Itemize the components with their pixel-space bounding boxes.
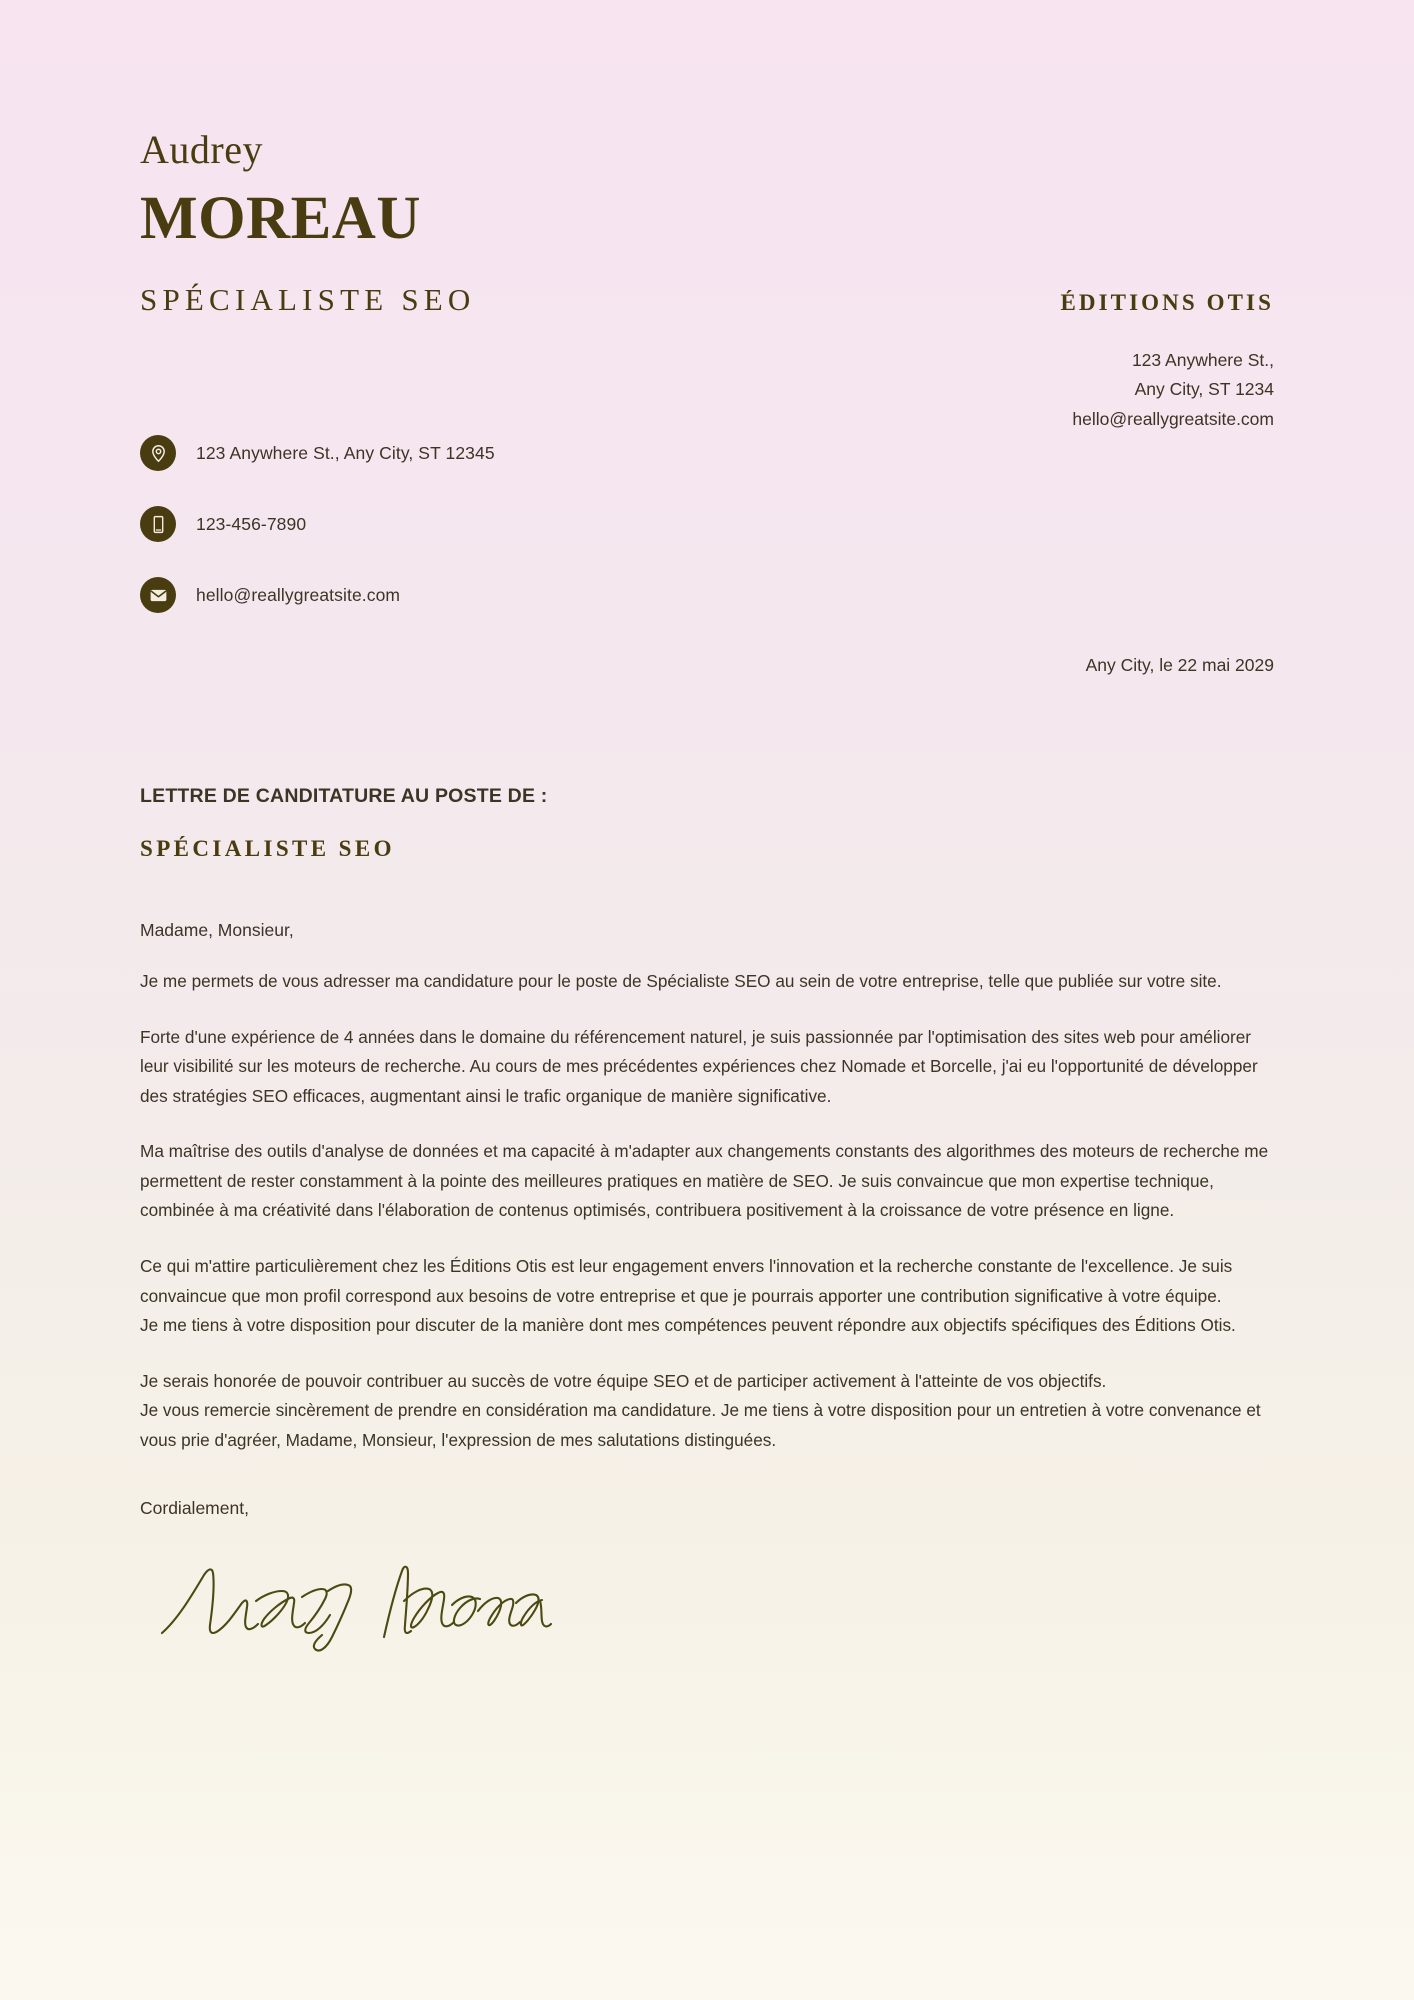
recipient-address-line-1: 123 Anywhere St., [1131, 350, 1274, 370]
recipient-address-line-2: Any City, ST 1234 [1134, 379, 1274, 400]
mobile-phone-icon [140, 506, 176, 542]
contact-row-email [140, 572, 495, 618]
letter-paragraph: Ce qui m'attire particulièrement chez les Éditions Otis est leur engagement envers l'innovation et la recherche constante de l'excellence. Je suis convaincue que mon profil correspond aux besoins de votre entreprise et que je pourrais apporter une contribution significative à votre équipe. [140, 1256, 1233, 1306]
letter-closing: Cordialement, [140, 1497, 249, 1518]
letter-date: Any City, le 22 mai 2029 [1085, 655, 1274, 675]
letter-header [0, 0, 1414, 675]
letter-paragraph: Je vous remercie sincèrement de prendre en considération ma candidature. Je me tiens à votre disposition pour un entretien à votre convenance et vous prie d'agréer, Madame, Monsieur, l'expression de mes salutations distinguées. [140, 1400, 1261, 1450]
recipient-email: hello@reallygreatsite.com [1072, 408, 1274, 429]
sender-contact-list [140, 430, 495, 643]
sender-last-name: MOREAU [140, 185, 421, 252]
letter-paragraph: Je serais honorée de pouvoir contribuer au succès de votre équipe SEO et de participer activement à l'atteinte de vos objectifs. [140, 1370, 1107, 1391]
contact-phone-label: 123-456-7890 [196, 513, 307, 534]
letter-paragraph: Je me tiens à votre disposition pour discuter de la manière dont mes compétences peuvent répondre aux objectifs spécifiques des Éditions Otis. [140, 1315, 1236, 1336]
recipient-company: ÉDITIONS OTIS [1060, 290, 1274, 315]
contact-row-phone [140, 501, 495, 547]
letter-body [140, 785, 1275, 1655]
location-pin-icon [140, 435, 176, 471]
letter-salutation: Madame, Monsieur, [140, 920, 294, 940]
signature-image [152, 1545, 1275, 1655]
letter-subject-role: SPÉCIALISTE SEO [140, 836, 395, 861]
sender-role-title: SPÉCIALISTE SEO [140, 282, 476, 318]
letter-subject-label: LETTRE DE CANDITATURE AU POSTE DE : [140, 785, 548, 807]
letter-paragraph: Forte d'une expérience de 4 années dans le domaine du référencement naturel, je suis passionnée par l'optimisation des sites web pour améliorer leur visibilité sur les moteurs de recherche. Au cours de mes précédentes expériences chez Nomade et Borcelle, j'ai eu l'opportunité de développer des stratégies SEO efficaces, augmentant ainsi le trafic organique de manière significative. [140, 1026, 1258, 1106]
envelope-icon [140, 577, 176, 613]
contact-address-label: 123 Anywhere St., Any City, ST 12345 [196, 442, 495, 463]
letter-paragraph: Ma maîtrise des outils d'analyse de données et ma capacité à m'adapter aux changements constants des algorithmes des moteurs de recherche me permettent de rester constamment à la pointe des meilleures pratiques en matière de SEO. Je suis convaincue que mon expertise technique, combinée à ma créativité dans l'élaboration de contenus optimisés, contribuera positivement à la croissance de votre présence en ligne. [140, 1141, 1269, 1221]
sender-identity [140, 128, 476, 318]
letter-paragraph: Je me permets de vous adresser ma candidature pour le poste de Spécialiste SEO au sein de votre entreprise, telle que publiée sur votre site. [140, 971, 1222, 991]
sender-first-name: Audrey [140, 127, 263, 172]
contact-row-address [140, 430, 495, 476]
contact-email-label: hello@reallygreatsite.com [196, 584, 401, 605]
recipient-block [1060, 290, 1274, 434]
